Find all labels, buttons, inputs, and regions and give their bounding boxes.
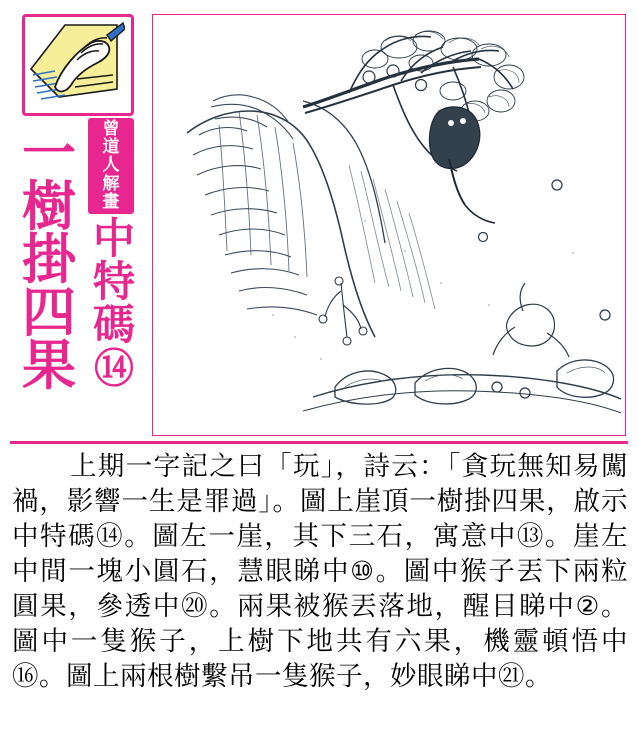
title-char-5: 果	[22, 333, 76, 397]
seal-char-3: 人	[102, 155, 120, 176]
illustration-panel	[152, 14, 626, 436]
page-subtitle	[88, 214, 140, 393]
author-seal	[88, 118, 134, 214]
page-title	[14, 122, 84, 397]
title-char-1: 一	[22, 122, 76, 185]
title-char-3: 掛	[22, 227, 76, 291]
title-char-2: 樹	[22, 174, 76, 238]
seal-char-1: 曾	[102, 118, 120, 139]
subtitle-char-1: 中	[92, 214, 135, 263]
title-char-4: 四	[22, 280, 76, 344]
subtitle-number-badge: ⑭	[94, 346, 134, 393]
hand-writing-icon	[25, 17, 131, 107]
seal-char-2: 道	[102, 137, 120, 158]
hand-writing-logo-box	[22, 14, 134, 116]
subtitle-char-2: 特	[92, 256, 135, 306]
seal-char-5: 畫	[102, 192, 120, 213]
article-body: 上期一字記之曰「玩」，詩云：「貪玩無知易闖禍，影響一生是罪過」。圖上崖頂一樹掛四果，啟示中特碼⑭。圖左一崖，其下三石，寓意中⑬。崖左中間一塊小圓石，慧眼睇中⑩。圖中猴子丟下兩粒圓果，參透中⑳。兩果被猴丟落地，醒目睇中②。圖中一隻猴子，上樹下地共有六果，機靈頓悟中⑯。圖上兩根樹繫吊一隻猴子，妙眼睇中㉑。	[12, 451, 628, 692]
subtitle-char-3: 碼	[92, 299, 135, 349]
monkey-tree-cliff-drawing	[153, 15, 625, 433]
seal-char-4: 解	[102, 173, 120, 194]
section-divider	[10, 441, 628, 444]
